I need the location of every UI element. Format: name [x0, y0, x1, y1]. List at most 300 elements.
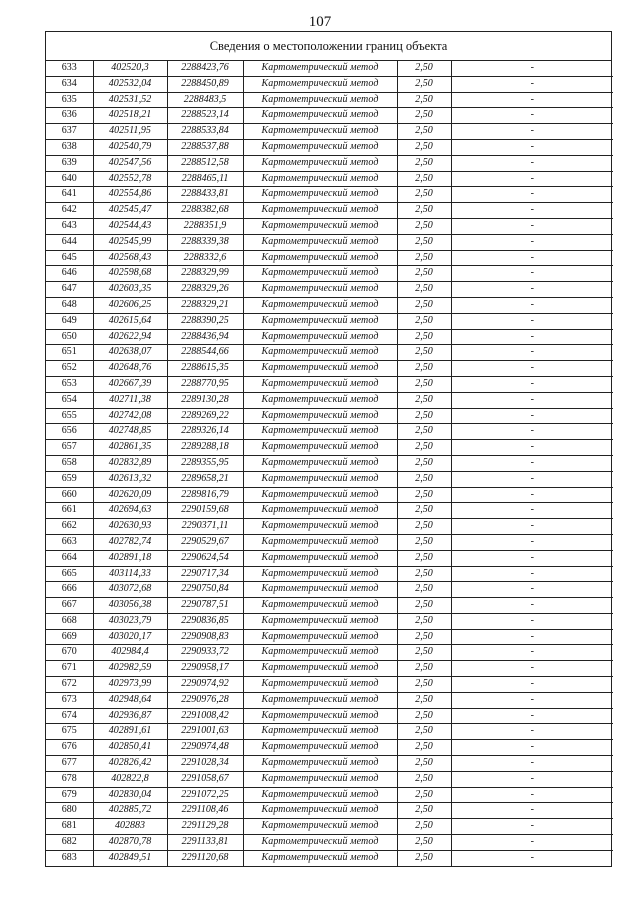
point-number-cell: 651 [46, 345, 93, 361]
y-coordinate-cell: 2289269,22 [167, 408, 243, 424]
table-row [46, 313, 613, 329]
y-coordinate-cell: 2288433,81 [167, 187, 243, 203]
point-number-cell: 671 [46, 661, 93, 677]
accuracy-cell: 2,50 [397, 519, 451, 535]
y-coordinate-cell: 2291008,42 [167, 708, 243, 724]
accuracy-cell: 2,50 [397, 487, 451, 503]
table-row [46, 819, 613, 835]
y-coordinate-cell: 2288351,9 [167, 218, 243, 234]
point-number-cell: 659 [46, 471, 93, 487]
method-cell: Картометрический метод [243, 455, 397, 471]
table-row [46, 708, 613, 724]
table-row [46, 392, 613, 408]
table-row [46, 487, 613, 503]
accuracy-cell: 2,50 [397, 92, 451, 108]
x-coordinate-cell: 402883 [93, 819, 167, 835]
y-coordinate-cell: 2290717,34 [167, 566, 243, 582]
method-cell: Картометрический метод [243, 598, 397, 614]
note-cell: - [451, 819, 613, 835]
x-coordinate-cell: 402545,47 [93, 203, 167, 219]
table-row [46, 424, 613, 440]
note-cell: - [451, 835, 613, 851]
table-row [46, 61, 613, 76]
note-cell: - [451, 661, 613, 677]
x-coordinate-cell: 402891,18 [93, 550, 167, 566]
method-cell: Картометрический метод [243, 708, 397, 724]
point-number-cell: 666 [46, 582, 93, 598]
y-coordinate-cell: 2291001,63 [167, 724, 243, 740]
point-number-cell: 640 [46, 171, 93, 187]
accuracy-cell: 2,50 [397, 708, 451, 724]
method-cell: Картометрический метод [243, 645, 397, 661]
table-row [46, 187, 613, 203]
point-number-cell: 670 [46, 645, 93, 661]
x-coordinate-cell: 402936,87 [93, 708, 167, 724]
table-row [46, 471, 613, 487]
table-row [46, 282, 613, 298]
note-cell: - [451, 361, 613, 377]
point-number-cell: 653 [46, 376, 93, 392]
point-number-cell: 660 [46, 487, 93, 503]
method-cell: Картометрический метод [243, 503, 397, 519]
point-number-cell: 672 [46, 677, 93, 693]
method-cell: Картометрический метод [243, 819, 397, 835]
x-coordinate-cell: 402885,72 [93, 803, 167, 819]
accuracy-cell: 2,50 [397, 740, 451, 756]
note-cell: - [451, 756, 613, 772]
note-cell: - [451, 724, 613, 740]
note-cell: - [451, 692, 613, 708]
point-number-cell: 681 [46, 819, 93, 835]
note-cell: - [451, 487, 613, 503]
x-coordinate-cell: 403023,79 [93, 613, 167, 629]
method-cell: Картометрический метод [243, 661, 397, 677]
x-coordinate-cell: 402598,68 [93, 266, 167, 282]
method-cell: Картометрический метод [243, 424, 397, 440]
accuracy-cell: 2,50 [397, 376, 451, 392]
note-cell: - [451, 92, 613, 108]
x-coordinate-cell: 402547,56 [93, 155, 167, 171]
note-cell: - [451, 108, 613, 124]
point-number-cell: 680 [46, 803, 93, 819]
table-row [46, 582, 613, 598]
point-number-cell: 644 [46, 234, 93, 250]
point-number-cell: 679 [46, 787, 93, 803]
accuracy-cell: 2,50 [397, 819, 451, 835]
point-number-cell: 641 [46, 187, 93, 203]
x-coordinate-cell: 402568,43 [93, 250, 167, 266]
point-number-cell: 650 [46, 329, 93, 345]
accuracy-cell: 2,50 [397, 613, 451, 629]
method-cell: Картометрический метод [243, 440, 397, 456]
point-number-cell: 637 [46, 124, 93, 140]
method-cell: Картометрический метод [243, 487, 397, 503]
note-cell: - [451, 424, 613, 440]
y-coordinate-cell: 2288423,76 [167, 61, 243, 76]
method-cell: Картометрический метод [243, 471, 397, 487]
accuracy-cell: 2,50 [397, 598, 451, 614]
x-coordinate-cell: 402984,4 [93, 645, 167, 661]
x-coordinate-cell: 402948,64 [93, 692, 167, 708]
x-coordinate-cell: 402532,04 [93, 76, 167, 92]
x-coordinate-cell: 402826,42 [93, 756, 167, 772]
note-cell: - [451, 629, 613, 645]
point-number-cell: 664 [46, 550, 93, 566]
note-cell: - [451, 566, 613, 582]
y-coordinate-cell: 2288329,21 [167, 297, 243, 313]
boundary-points-table [46, 61, 613, 866]
point-number-cell: 665 [46, 566, 93, 582]
x-coordinate-cell: 402613,32 [93, 471, 167, 487]
table-row [46, 440, 613, 456]
y-coordinate-cell: 2290529,67 [167, 534, 243, 550]
method-cell: Картометрический метод [243, 345, 397, 361]
point-number-cell: 673 [46, 692, 93, 708]
method-cell: Картометрический метод [243, 92, 397, 108]
y-coordinate-cell: 2290159,68 [167, 503, 243, 519]
table-row [46, 203, 613, 219]
table-row [46, 171, 613, 187]
x-coordinate-cell: 402518,21 [93, 108, 167, 124]
method-cell: Картометрический метод [243, 76, 397, 92]
y-coordinate-cell: 2288512,58 [167, 155, 243, 171]
method-cell: Картометрический метод [243, 361, 397, 377]
y-coordinate-cell: 2291133,81 [167, 835, 243, 851]
x-coordinate-cell: 402606,25 [93, 297, 167, 313]
table-title: Сведения о местоположении границ объекта [46, 32, 611, 61]
accuracy-cell: 2,50 [397, 835, 451, 851]
table-row [46, 266, 613, 282]
x-coordinate-cell: 402782,74 [93, 534, 167, 550]
method-cell: Картометрический метод [243, 297, 397, 313]
x-coordinate-cell: 402540,79 [93, 139, 167, 155]
note-cell: - [451, 740, 613, 756]
y-coordinate-cell: 2288382,68 [167, 203, 243, 219]
x-coordinate-cell: 402603,35 [93, 282, 167, 298]
table-row [46, 408, 613, 424]
point-number-cell: 639 [46, 155, 93, 171]
note-cell: - [451, 297, 613, 313]
y-coordinate-cell: 2288523,14 [167, 108, 243, 124]
accuracy-cell: 2,50 [397, 155, 451, 171]
accuracy-cell: 2,50 [397, 629, 451, 645]
accuracy-cell: 2,50 [397, 218, 451, 234]
y-coordinate-cell: 2288450,89 [167, 76, 243, 92]
method-cell: Картометрический метод [243, 155, 397, 171]
point-number-cell: 663 [46, 534, 93, 550]
method-cell: Картометрический метод [243, 724, 397, 740]
table-row [46, 218, 613, 234]
y-coordinate-cell: 2288339,38 [167, 234, 243, 250]
method-cell: Картометрический метод [243, 282, 397, 298]
y-coordinate-cell: 2289326,14 [167, 424, 243, 440]
table-row [46, 108, 613, 124]
note-cell: - [451, 582, 613, 598]
table-row [46, 155, 613, 171]
point-number-cell: 676 [46, 740, 93, 756]
table-row [46, 803, 613, 819]
note-cell: - [451, 408, 613, 424]
y-coordinate-cell: 2289816,79 [167, 487, 243, 503]
point-number-cell: 662 [46, 519, 93, 535]
accuracy-cell: 2,50 [397, 756, 451, 772]
y-coordinate-cell: 2289658,21 [167, 471, 243, 487]
point-number-cell: 683 [46, 850, 93, 865]
table-row [46, 534, 613, 550]
method-cell: Картометрический метод [243, 203, 397, 219]
note-cell: - [451, 155, 613, 171]
note-cell: - [451, 392, 613, 408]
table-row [46, 250, 613, 266]
y-coordinate-cell: 2288770,95 [167, 376, 243, 392]
table-row [46, 361, 613, 377]
y-coordinate-cell: 2290371,11 [167, 519, 243, 535]
method-cell: Картометрический метод [243, 108, 397, 124]
method-cell: Картометрический метод [243, 692, 397, 708]
x-coordinate-cell: 402748,85 [93, 424, 167, 440]
accuracy-cell: 2,50 [397, 250, 451, 266]
accuracy-cell: 2,50 [397, 803, 451, 819]
table-row [46, 724, 613, 740]
point-number-cell: 669 [46, 629, 93, 645]
note-cell: - [451, 645, 613, 661]
y-coordinate-cell: 2290908,83 [167, 629, 243, 645]
method-cell: Картометрический метод [243, 550, 397, 566]
point-number-cell: 645 [46, 250, 93, 266]
point-number-cell: 661 [46, 503, 93, 519]
y-coordinate-cell: 2288533,84 [167, 124, 243, 140]
accuracy-cell: 2,50 [397, 76, 451, 92]
accuracy-cell: 2,50 [397, 503, 451, 519]
accuracy-cell: 2,50 [397, 582, 451, 598]
point-number-cell: 654 [46, 392, 93, 408]
y-coordinate-cell: 2288544,66 [167, 345, 243, 361]
note-cell: - [451, 171, 613, 187]
x-coordinate-cell: 402982,59 [93, 661, 167, 677]
note-cell: - [451, 282, 613, 298]
accuracy-cell: 2,50 [397, 424, 451, 440]
x-coordinate-cell: 402638,07 [93, 345, 167, 361]
note-cell: - [451, 550, 613, 566]
method-cell: Картометрический метод [243, 234, 397, 250]
y-coordinate-cell: 2290974,92 [167, 677, 243, 693]
table-row [46, 550, 613, 566]
point-number-cell: 635 [46, 92, 93, 108]
note-cell: - [451, 803, 613, 819]
note-cell: - [451, 345, 613, 361]
x-coordinate-cell: 402648,76 [93, 361, 167, 377]
accuracy-cell: 2,50 [397, 661, 451, 677]
point-number-cell: 643 [46, 218, 93, 234]
boundary-table-sheet [45, 31, 612, 867]
accuracy-cell: 2,50 [397, 108, 451, 124]
note-cell: - [451, 124, 613, 140]
table-row [46, 455, 613, 471]
point-number-cell: 647 [46, 282, 93, 298]
method-cell: Картометрический метод [243, 187, 397, 203]
point-number-cell: 677 [46, 756, 93, 772]
table-row [46, 234, 613, 250]
x-coordinate-cell: 402870,78 [93, 835, 167, 851]
note-cell: - [451, 519, 613, 535]
method-cell: Картометрический метод [243, 139, 397, 155]
method-cell: Картометрический метод [243, 124, 397, 140]
table-row [46, 756, 613, 772]
table-row [46, 519, 613, 535]
accuracy-cell: 2,50 [397, 171, 451, 187]
point-number-cell: 678 [46, 771, 93, 787]
method-cell: Картометрический метод [243, 534, 397, 550]
note-cell: - [451, 250, 613, 266]
table-row [46, 566, 613, 582]
y-coordinate-cell: 2289130,28 [167, 392, 243, 408]
x-coordinate-cell: 402620,09 [93, 487, 167, 503]
accuracy-cell: 2,50 [397, 124, 451, 140]
table-row [46, 835, 613, 851]
x-coordinate-cell: 402830,04 [93, 787, 167, 803]
note-cell: - [451, 534, 613, 550]
note-cell: - [451, 787, 613, 803]
x-coordinate-cell: 402822,8 [93, 771, 167, 787]
table-row [46, 503, 613, 519]
method-cell: Картометрический метод [243, 787, 397, 803]
accuracy-cell: 2,50 [397, 787, 451, 803]
page-number: 107 [308, 14, 332, 30]
point-number-cell: 658 [46, 455, 93, 471]
note-cell: - [451, 440, 613, 456]
method-cell: Картометрический метод [243, 408, 397, 424]
method-cell: Картометрический метод [243, 250, 397, 266]
y-coordinate-cell: 2290750,84 [167, 582, 243, 598]
x-coordinate-cell: 402742,08 [93, 408, 167, 424]
accuracy-cell: 2,50 [397, 297, 451, 313]
x-coordinate-cell: 402531,52 [93, 92, 167, 108]
accuracy-cell: 2,50 [397, 440, 451, 456]
y-coordinate-cell: 2290836,85 [167, 613, 243, 629]
point-number-cell: 646 [46, 266, 93, 282]
y-coordinate-cell: 2291058,67 [167, 771, 243, 787]
x-coordinate-cell: 402667,39 [93, 376, 167, 392]
y-coordinate-cell: 2291028,34 [167, 756, 243, 772]
accuracy-cell: 2,50 [397, 187, 451, 203]
method-cell: Картометрический метод [243, 218, 397, 234]
y-coordinate-cell: 2291120,68 [167, 850, 243, 865]
y-coordinate-cell: 2288465,11 [167, 171, 243, 187]
method-cell: Картометрический метод [243, 756, 397, 772]
y-coordinate-cell: 2288332,6 [167, 250, 243, 266]
table-row [46, 645, 613, 661]
x-coordinate-cell: 402849,51 [93, 850, 167, 865]
point-number-cell: 634 [46, 76, 93, 92]
x-coordinate-cell: 403020,17 [93, 629, 167, 645]
method-cell: Картометрический метод [243, 803, 397, 819]
table-row [46, 92, 613, 108]
y-coordinate-cell: 2290958,17 [167, 661, 243, 677]
method-cell: Картометрический метод [243, 629, 397, 645]
x-coordinate-cell: 402630,93 [93, 519, 167, 535]
x-coordinate-cell: 403056,38 [93, 598, 167, 614]
note-cell: - [451, 471, 613, 487]
accuracy-cell: 2,50 [397, 61, 451, 76]
x-coordinate-cell: 402552,78 [93, 171, 167, 187]
point-number-cell: 682 [46, 835, 93, 851]
accuracy-cell: 2,50 [397, 282, 451, 298]
x-coordinate-cell: 403072,68 [93, 582, 167, 598]
accuracy-cell: 2,50 [397, 408, 451, 424]
note-cell: - [451, 677, 613, 693]
point-number-cell: 648 [46, 297, 93, 313]
table-row [46, 76, 613, 92]
note-cell: - [451, 218, 613, 234]
accuracy-cell: 2,50 [397, 266, 451, 282]
method-cell: Картометрический метод [243, 392, 397, 408]
note-cell: - [451, 266, 613, 282]
accuracy-cell: 2,50 [397, 724, 451, 740]
table-body [46, 61, 613, 866]
accuracy-cell: 2,50 [397, 234, 451, 250]
accuracy-cell: 2,50 [397, 203, 451, 219]
note-cell: - [451, 234, 613, 250]
x-coordinate-cell: 403114,33 [93, 566, 167, 582]
table-row [46, 124, 613, 140]
table-row [46, 598, 613, 614]
point-number-cell: 655 [46, 408, 93, 424]
table-row [46, 771, 613, 787]
table-row [46, 661, 613, 677]
y-coordinate-cell: 2289355,95 [167, 455, 243, 471]
x-coordinate-cell: 402615,64 [93, 313, 167, 329]
accuracy-cell: 2,50 [397, 566, 451, 582]
accuracy-cell: 2,50 [397, 550, 451, 566]
method-cell: Картометрический метод [243, 740, 397, 756]
y-coordinate-cell: 2290624,54 [167, 550, 243, 566]
accuracy-cell: 2,50 [397, 392, 451, 408]
y-coordinate-cell: 2290976,28 [167, 692, 243, 708]
accuracy-cell: 2,50 [397, 771, 451, 787]
table-row [46, 345, 613, 361]
x-coordinate-cell: 402973,99 [93, 677, 167, 693]
accuracy-cell: 2,50 [397, 850, 451, 865]
x-coordinate-cell: 402711,38 [93, 392, 167, 408]
table-row [46, 629, 613, 645]
note-cell: - [451, 61, 613, 76]
x-coordinate-cell: 402850,41 [93, 740, 167, 756]
y-coordinate-cell: 2290787,51 [167, 598, 243, 614]
y-coordinate-cell: 2291129,28 [167, 819, 243, 835]
method-cell: Картометрический метод [243, 171, 397, 187]
accuracy-cell: 2,50 [397, 361, 451, 377]
note-cell: - [451, 329, 613, 345]
y-coordinate-cell: 2290933,72 [167, 645, 243, 661]
point-number-cell: 633 [46, 61, 93, 76]
y-coordinate-cell: 2289288,18 [167, 440, 243, 456]
point-number-cell: 674 [46, 708, 93, 724]
point-number-cell: 668 [46, 613, 93, 629]
y-coordinate-cell: 2288615,35 [167, 361, 243, 377]
x-coordinate-cell: 402520,3 [93, 61, 167, 76]
x-coordinate-cell: 402622,94 [93, 329, 167, 345]
x-coordinate-cell: 402554,86 [93, 187, 167, 203]
method-cell: Картометрический метод [243, 613, 397, 629]
method-cell: Картометрический метод [243, 376, 397, 392]
point-number-cell: 652 [46, 361, 93, 377]
point-number-cell: 642 [46, 203, 93, 219]
method-cell: Картометрический метод [243, 566, 397, 582]
note-cell: - [451, 139, 613, 155]
point-number-cell: 675 [46, 724, 93, 740]
note-cell: - [451, 503, 613, 519]
point-number-cell: 649 [46, 313, 93, 329]
